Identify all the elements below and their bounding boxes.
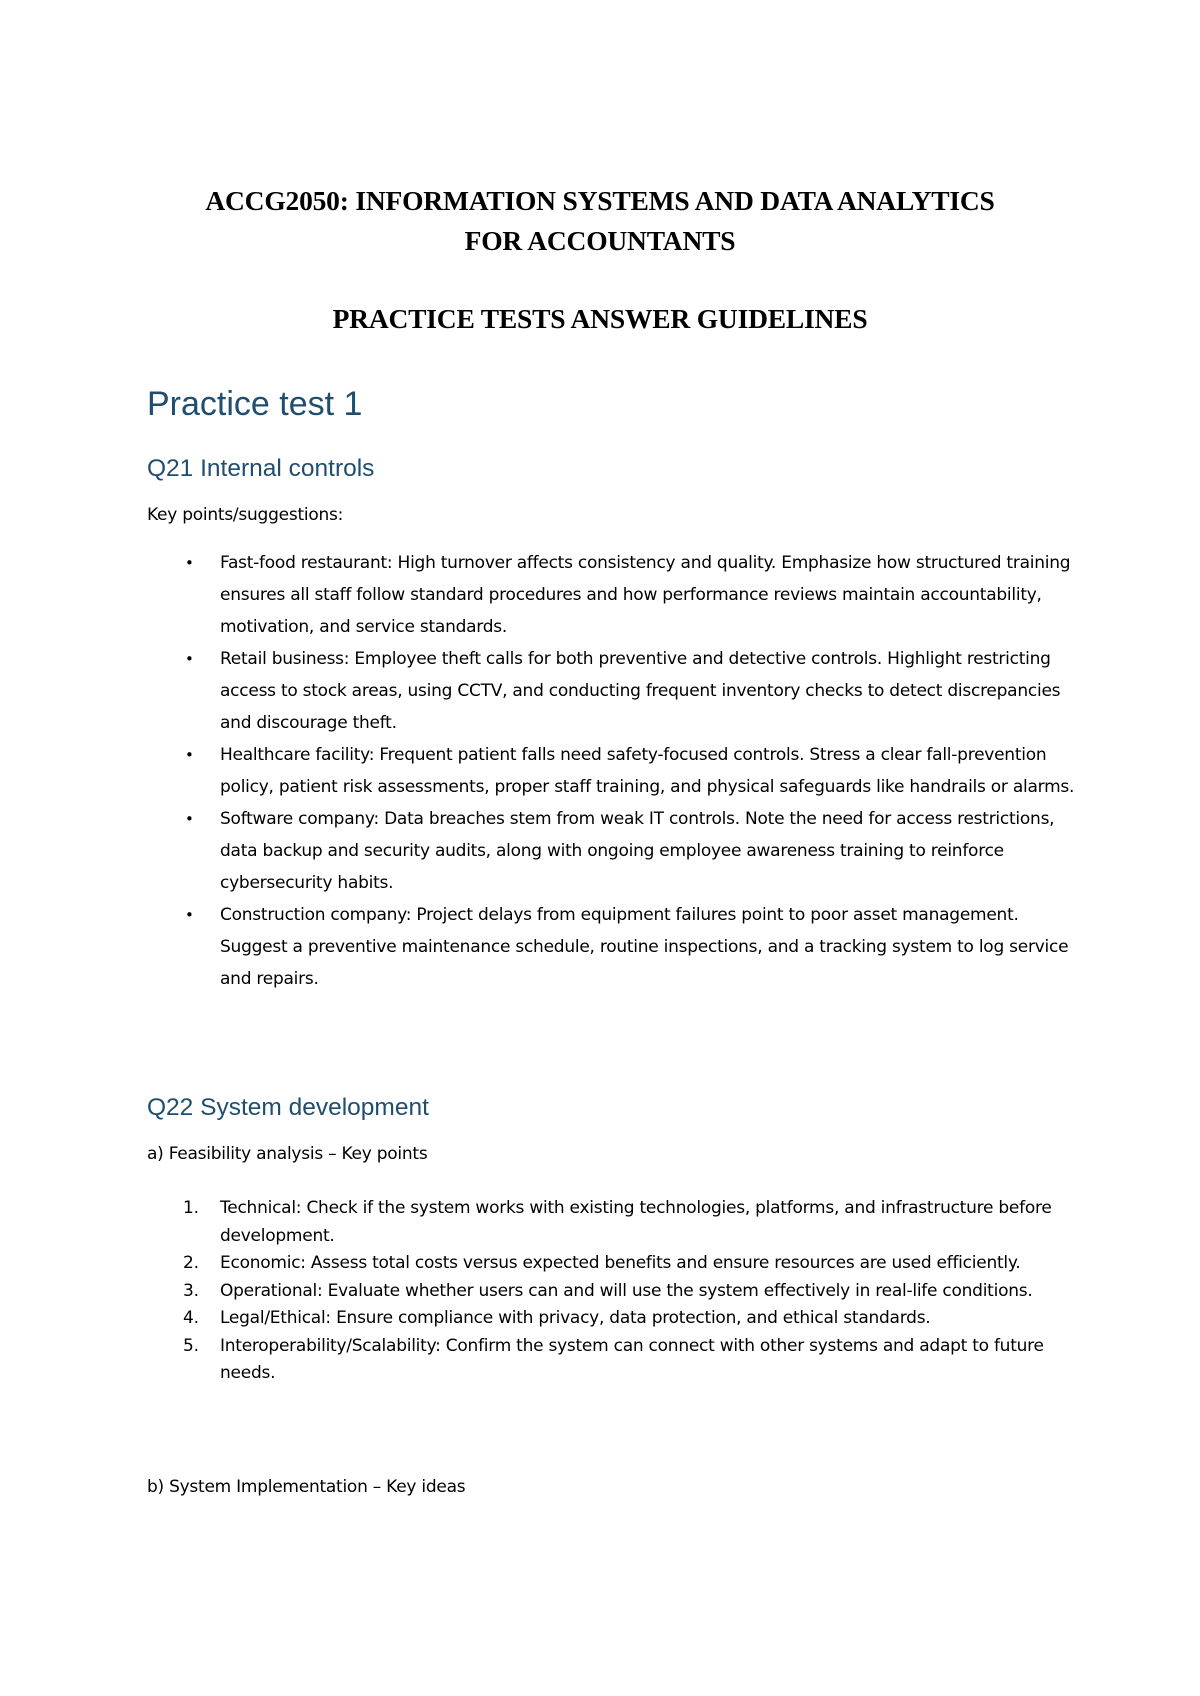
- list-item: [147, 1250, 1077, 1278]
- list-item-number: 5.: [183, 1335, 199, 1356]
- list-item: [147, 1333, 1077, 1388]
- list-item: [147, 1195, 1077, 1250]
- bullet-icon: •: [185, 554, 194, 572]
- q21-bullet-list: [147, 547, 1077, 995]
- bullet-icon: •: [185, 810, 194, 828]
- list-item: [147, 1278, 1077, 1306]
- list-item-number: 1.: [183, 1198, 199, 1218]
- q22-feasibility-list: [147, 1195, 1077, 1388]
- list-item: [147, 547, 1077, 643]
- list-item-text: Interoperability/Scalability: Confirm the system can connect with other systems and adapt to future needs.: [220, 1335, 1044, 1383]
- practice-test-heading: Practice test 1: [147, 385, 363, 423]
- document-subtitle: PRACTICE TESTS ANSWER GUIDELINES: [332, 303, 868, 334]
- list-item-text: Construction company: Project delays from equipment failures point to poor asset management. Suggest a preventive maintenance schedule, routine inspections, and a tracking system to log service and repairs.: [220, 905, 1069, 989]
- list-item-text: Fast-food restaurant: High turnover affects consistency and quality. Emphasize how structured training ensures all staff follow standard procedures and how performance reviews maintain accountability, motivation, and service standards.: [220, 553, 1071, 637]
- bullet-icon: •: [185, 746, 194, 764]
- list-item: [147, 1305, 1077, 1333]
- list-item: [147, 643, 1077, 739]
- q22-part-b-label: b) System Implementation – Key ideas: [147, 1477, 466, 1497]
- list-item-text: Software company: Data breaches stem from weak IT controls. Note the need for access restrictions, data backup and security audits, along with ongoing employee awareness training to reinforce cybersecurity habits.: [220, 809, 1055, 893]
- q22-part-a-label: a) Feasibility analysis – Key points: [147, 1144, 428, 1164]
- list-item: [147, 899, 1077, 995]
- list-item: [147, 803, 1077, 899]
- q21-intro: Key points/suggestions:: [147, 505, 344, 525]
- q21-number: Q21: [147, 455, 194, 482]
- list-item: [147, 739, 1077, 803]
- list-item-text: Operational: Evaluate whether users can and will use the system effectively in real-life conditions.: [220, 1280, 1033, 1301]
- list-item-text: Retail business: Employee theft calls for both preventive and detective controls. Highlight restricting access to stock areas, using CCTV, and conducting frequent inventory checks to detect discrepancies and discourage theft.: [220, 649, 1061, 733]
- list-item-text: Technical: Check if the system works with existing technologies, platforms, and infrastructure before development.: [220, 1198, 1052, 1246]
- q22-number: Q22: [147, 1094, 194, 1121]
- list-item-text: Legal/Ethical: Ensure compliance with privacy, data protection, and ethical standards.: [220, 1308, 931, 1328]
- list-item-number: 2.: [183, 1253, 199, 1273]
- q21-title: Internal controls: [200, 455, 375, 482]
- bullet-icon: •: [185, 906, 194, 924]
- document-title-line-2: FOR ACCOUNTANTS: [464, 225, 736, 256]
- list-item-text: Economic: Assess total costs versus expected benefits and ensure resources are used efficiently.: [220, 1253, 1021, 1273]
- q21-heading: [147, 453, 374, 485]
- q22-title: System development: [200, 1094, 429, 1121]
- list-item-number: 4.: [183, 1308, 199, 1328]
- list-item-number: 3.: [183, 1280, 199, 1301]
- list-item-text: Healthcare facility: Frequent patient falls need safety-focused controls. Stress a clear fall-prevention policy, patient risk assessments, proper staff training, and physical safeguards like handrails or alarms.: [220, 745, 1075, 797]
- q22-heading: [147, 1092, 429, 1124]
- document-title-line-1: ACCG2050: INFORMATION SYSTEMS AND DATA ANALYTICS: [205, 185, 995, 216]
- bullet-icon: •: [185, 650, 194, 668]
